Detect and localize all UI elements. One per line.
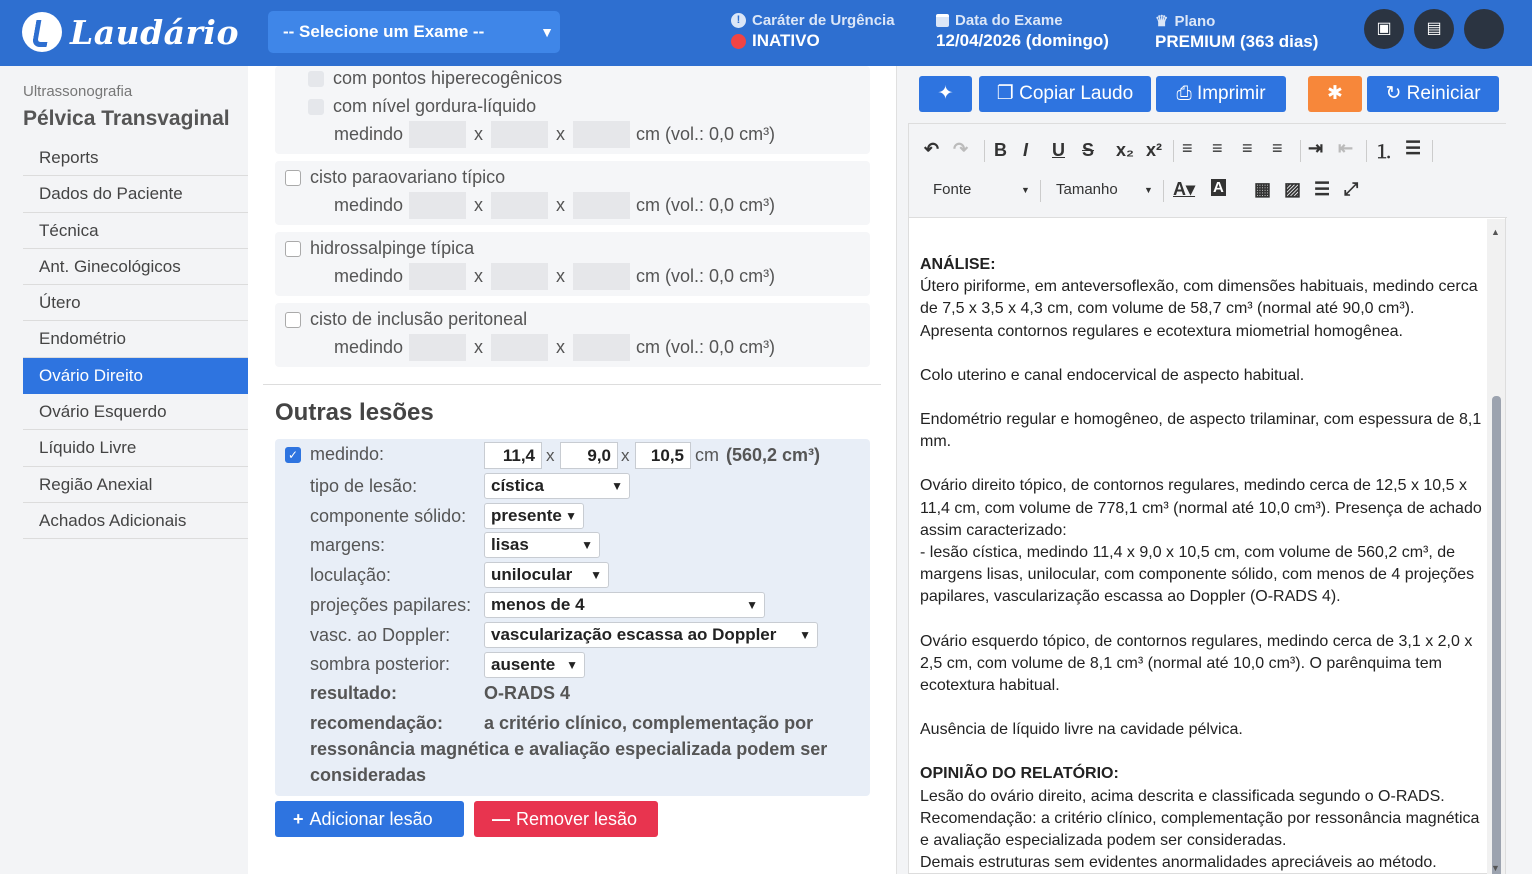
projecoes-select[interactable]	[484, 592, 765, 618]
plan-value: PREMIUM (363 dias)	[1155, 32, 1319, 51]
measure-label: medindo	[334, 195, 404, 215]
vasc-label: vasc. ao Doppler:	[310, 625, 451, 645]
bullet-list-icon[interactable]: ☰	[1405, 138, 1422, 158]
copy-icon: ❐	[996, 83, 1020, 104]
measure-row	[334, 192, 775, 219]
recomendacao-line-1: a critério clínico, complementação por	[484, 713, 814, 733]
magic-wand-icon: ✦	[937, 83, 954, 104]
magic-wand-button[interactable]	[919, 76, 972, 112]
calendar-icon	[936, 14, 949, 27]
report-opinion-2: Recomendação: a critério clínico, complementação por ressonância magnética e avaliação especializada podem ser consideradas.	[920, 809, 1480, 850]
lesion-dim-3-input[interactable]: 10,5	[635, 442, 691, 469]
chevron-down-icon: ▼	[590, 568, 602, 582]
measure-label: medindo	[334, 337, 404, 357]
report-content[interactable]	[920, 254, 1485, 874]
restart-label: Reiniciar	[1406, 83, 1481, 104]
measure-row	[334, 121, 775, 148]
checkbox[interactable]	[308, 99, 324, 115]
plan-label: Plano	[1174, 12, 1216, 30]
urgency-label: Caráter de Urgência	[752, 12, 895, 29]
measure-input[interactable]	[573, 263, 630, 290]
componente-select[interactable]	[484, 503, 584, 529]
chevron-down-icon: ▼	[565, 509, 577, 523]
checkbox[interactable]	[285, 241, 301, 257]
exam-select-label: -- Selecione um Exame --	[283, 22, 485, 41]
chevron-down-icon: ▼	[746, 598, 758, 612]
lesion-dim-1-input[interactable]: 11,4	[484, 442, 542, 469]
sidebar-item-dados-paciente[interactable]: Dados do Paciente	[23, 176, 248, 212]
indent-icon[interactable]: ⇥	[1308, 138, 1324, 158]
report-paragraph-ovario-direito: Ovário direito tópico, de contornos regulares, medindo cerca de 12,5 x 10,5 x 11,4 cm, com volume de 778,1 cm³ (normal até 10,0 cm³). Presença de achado assim caracterizado:	[920, 477, 1482, 539]
times-sign: x	[556, 195, 566, 215]
app-logo[interactable]	[22, 12, 239, 52]
toolbar-divider	[1366, 140, 1367, 162]
toolbar-divider	[1432, 140, 1433, 162]
option-cisto-paraovariano[interactable]	[285, 167, 505, 188]
toolbar-divider	[1173, 140, 1174, 162]
chevron-down-icon: ▼	[566, 658, 578, 672]
bug-report-button[interactable]	[1308, 76, 1362, 112]
report-paragraph-utero: Útero piriforme, em anteversoflexão, com dimensões habituais, medindo cerca de 7,5 x 3,5 x 4,3 cm, com volume de 58,7 cm³ (normal até 90,0 cm³). Apresenta contornos regulares e ecotextura miometrial homogênea.	[920, 278, 1478, 340]
sidebar-item-endometrio[interactable]: Endométrio	[23, 321, 248, 357]
report-opinion-3: Demais estruturas sem evidentes anormalidades apreciáveis ao método.	[920, 854, 1437, 872]
bold-icon[interactable]: B	[994, 140, 1007, 160]
volume-label: cm (vol.: 0,0 cm³)	[636, 337, 776, 357]
vasc-select[interactable]	[484, 622, 818, 648]
chevron-down-icon: ▼	[611, 479, 623, 493]
chevron-down-icon: ▼	[581, 538, 593, 552]
report-paragraph-endometrio: Endométrio regular e homogêneo, de aspecto trilaminar, com espessura de 8,1 mm.	[920, 411, 1482, 451]
times-sign: x	[474, 337, 484, 357]
measure-input[interactable]	[409, 121, 466, 148]
lesion-dim-2-input[interactable]: 9,0	[560, 442, 618, 469]
option-label: cisto paraovariano típico	[310, 167, 506, 187]
measure-input[interactable]	[573, 121, 630, 148]
sombra-select[interactable]	[484, 652, 585, 678]
report-panel	[896, 66, 1532, 874]
minus-icon: —	[492, 809, 510, 829]
report-scrollbar[interactable]	[1487, 219, 1505, 874]
top-header	[0, 0, 1532, 66]
urgency-value: INATIVO	[752, 31, 820, 50]
section-divider	[263, 384, 881, 385]
sidebar	[0, 66, 248, 874]
image-icon[interactable]: ▨	[1284, 179, 1302, 199]
recomendacao-line-3: consideradas	[310, 765, 427, 785]
times-sign: x	[556, 124, 566, 144]
align-center-icon[interactable]: ≡	[1212, 138, 1223, 158]
recomendacao-line-2: ressonância magnética e avaliação especializada podem ser	[310, 739, 828, 759]
report-paragraph-liquido: Ausência de líquido livre na cavidade pélvica.	[920, 721, 1243, 739]
strikethrough-icon[interactable]: S	[1082, 140, 1095, 160]
vasc-value: vascularização escassa ao Doppler	[491, 625, 777, 644]
report-paragraph-ovario-esquerdo: Ovário esquerdo tópico, de contornos regulares, medindo cerca de 3,1 x 2,0 x 2,5 cm, com volume de 8,1 cm³ (normal até 10,0 cm³). O parênquima tem ecotextura habitual.	[920, 632, 1473, 695]
chevron-down-icon: ▼	[1021, 185, 1030, 195]
option-cisto-inclusao[interactable]	[285, 309, 527, 330]
sidebar-item-utero[interactable]: Útero	[23, 285, 248, 321]
sidebar-item-ant-ginecologicos[interactable]: Ant. Ginecológicos	[23, 249, 248, 285]
option-label: cisto de inclusão peritoneal	[310, 309, 528, 329]
crown-icon: ♛	[1155, 13, 1169, 30]
align-left-icon[interactable]: ≡	[1182, 138, 1193, 158]
sidebar-item-regiao-anexial[interactable]: Região Anexial	[23, 467, 248, 503]
printer-icon: ⎙	[1176, 83, 1197, 104]
date-value: 12/04/2026 (domingo)	[936, 31, 1109, 50]
sidebar-item-reports[interactable]: Reports	[23, 140, 248, 176]
fullscreen-icon[interactable]: ⤢	[1344, 179, 1359, 199]
logo-text: Laudário	[70, 12, 239, 52]
monitor-icon: ▣	[1376, 20, 1392, 37]
projecoes-label: projeções papilares:	[310, 595, 472, 615]
section-title-outras-lesoes: Outras lesões	[275, 399, 434, 426]
lesion-measure-label: medindo:	[310, 444, 385, 464]
option-label: com nível gordura-líquido	[333, 96, 537, 116]
measure-input[interactable]	[491, 263, 548, 290]
opiniao-title: OPINIÃO DO RELATÓRIO:	[920, 765, 1119, 783]
option-hidrossalpinge[interactable]	[285, 238, 474, 259]
logo-icon	[22, 12, 62, 52]
measure-row	[334, 334, 775, 361]
editor-toolbar	[909, 124, 1507, 218]
superscript-icon[interactable]: x²	[1146, 140, 1163, 160]
sidebar-item-tecnica[interactable]: Técnica	[23, 213, 248, 249]
page-title: Pélvica Transvaginal	[23, 107, 230, 130]
info-icon: !	[731, 13, 746, 28]
breadcrumb: Ultrassonografia	[23, 83, 133, 100]
sidebar-item-ovario-esquerdo[interactable]: Ovário Esquerdo	[23, 394, 248, 430]
align-justify-icon[interactable]: ≡	[1272, 138, 1283, 158]
option-label: com pontos hiperecogênicos	[333, 68, 563, 88]
font-size-dropdown[interactable]	[1056, 181, 1153, 198]
chevron-down-icon: ▼	[799, 628, 811, 642]
sombra-value: ausente	[491, 655, 556, 674]
recomendacao-label: recomendação:	[310, 713, 444, 733]
measure-input[interactable]	[409, 334, 466, 361]
option-pontos[interactable]	[308, 68, 562, 89]
ticket-button[interactable]	[1414, 9, 1454, 49]
underline-icon[interactable]: U	[1052, 140, 1065, 160]
times-sign: x	[546, 446, 555, 465]
times-sign: x	[474, 266, 484, 286]
measure-label: medindo	[334, 124, 404, 144]
sombra-label: sombra posterior:	[310, 654, 451, 674]
copy-label: Copiar Laudo	[1019, 83, 1134, 104]
print-button[interactable]	[1156, 76, 1286, 112]
measure-input[interactable]	[409, 263, 466, 290]
numbered-list-icon[interactable]: ⒈	[1375, 142, 1393, 162]
volume-label: cm (vol.: 0,0 cm³)	[636, 266, 776, 286]
option-gordura[interactable]	[308, 96, 536, 117]
italic-icon[interactable]: I	[1023, 140, 1029, 160]
monitor-button[interactable]	[1364, 9, 1404, 49]
scroll-down-icon[interactable]: ▼	[1491, 863, 1500, 873]
toolbar-divider	[1300, 140, 1301, 162]
sidebar-item-liquido-livre[interactable]: Líquido Livre	[23, 430, 248, 466]
checkbox[interactable]	[308, 71, 324, 87]
print-label: Imprimir	[1196, 83, 1266, 104]
volume-label: cm (vol.: 0,0 cm³)	[636, 124, 776, 144]
tipo-label: tipo de lesão:	[310, 476, 418, 496]
measure-input[interactable]	[409, 192, 466, 219]
copy-report-button[interactable]	[979, 76, 1151, 112]
plan-info	[1155, 12, 1318, 52]
font-label: Fonte	[933, 181, 972, 198]
exam-date-info	[936, 12, 1109, 51]
add-lesion-label: Adicionar lesão	[309, 809, 433, 829]
remove-lesion-label: Remover lesão	[516, 809, 638, 829]
subscript-icon[interactable]: x₂	[1116, 140, 1135, 160]
size-label: Tamanho	[1056, 181, 1118, 198]
report-opinion-1: Lesão do ovário direito, acima descrita e classificada segundo o O-RADS.	[920, 787, 1445, 805]
outdent-icon[interactable]: ⇤	[1338, 138, 1354, 158]
toolbar-divider	[1163, 180, 1164, 202]
times-sign: x	[621, 446, 630, 465]
exam-select[interactable]	[268, 11, 560, 53]
plus-icon: +	[293, 809, 304, 829]
tipo-select[interactable]	[484, 473, 630, 499]
loculacao-select[interactable]	[484, 562, 609, 588]
measure-input[interactable]	[573, 192, 630, 219]
volume-label: cm (vol.: 0,0 cm³)	[636, 195, 776, 215]
checkbox[interactable]	[285, 170, 301, 186]
option-label: hidrossalpinge típica	[310, 238, 475, 258]
componente-label: componente sólido:	[310, 506, 467, 526]
measure-row	[334, 263, 775, 290]
times-sign: x	[474, 124, 484, 144]
checkbox-checked[interactable]: ✓	[285, 447, 301, 463]
remove-lesion-button[interactable]	[474, 801, 658, 837]
date-label: Data do Exame	[955, 12, 1063, 29]
analise-title: ANÁLISE:	[920, 256, 996, 273]
avatar[interactable]	[1464, 9, 1504, 49]
refresh-icon: ↻	[1385, 83, 1407, 104]
projecoes-value: menos de 4	[491, 595, 585, 614]
margens-value: lisas	[491, 535, 529, 554]
margens-select[interactable]	[484, 532, 600, 558]
sidebar-item-achados-adicionais[interactable]: Achados Adicionais	[23, 503, 248, 539]
report-editor[interactable]	[908, 123, 1506, 874]
loculacao-value: unilocular	[491, 565, 573, 584]
scroll-up-icon[interactable]: ▲	[1491, 227, 1500, 237]
table-icon[interactable]: ▦	[1254, 179, 1272, 199]
toolbar-divider	[1040, 180, 1041, 202]
lesion-measure-row	[285, 444, 384, 465]
ticket-icon: ▤	[1426, 20, 1442, 37]
sidebar-item-ovario-direito[interactable]: Ovário Direito	[23, 358, 248, 394]
resultado-label: resultado:	[310, 683, 398, 703]
lesion-unit: cm	[695, 445, 719, 465]
chevron-down-icon: ▼	[1144, 185, 1153, 195]
margens-label: margens:	[310, 535, 386, 555]
align-right-icon[interactable]: ≡	[1242, 138, 1253, 158]
undo-icon[interactable]: ↶	[924, 139, 940, 159]
chevron-down-icon: ▼	[540, 24, 554, 40]
status-dot-icon	[731, 34, 746, 49]
times-sign: x	[474, 195, 484, 215]
scrollbar-thumb[interactable]	[1492, 396, 1501, 874]
redo-icon[interactable]: ↷	[953, 139, 969, 159]
componente-value: presente	[491, 506, 562, 525]
bug-icon: ✱	[1327, 83, 1343, 104]
sidebar-nav	[23, 140, 248, 539]
highlight-color-icon[interactable]: A	[1213, 179, 1224, 196]
loculacao-label: loculação:	[310, 565, 392, 585]
form-panel	[248, 66, 896, 874]
measure-input[interactable]	[491, 121, 548, 148]
text-color-icon[interactable]: A▾	[1173, 179, 1196, 199]
resultado-value: O-RADS 4	[484, 683, 571, 703]
horizontal-rule-icon[interactable]: ☰	[1314, 179, 1331, 199]
measure-input[interactable]	[491, 334, 548, 361]
font-family-dropdown[interactable]	[933, 181, 1030, 198]
report-paragraph-lesao: - lesão cística, medindo 11,4 x 9,0 x 10,5 cm, com volume de 560,2 cm³, de margens lisas, unilocular, com componente sólido, com menos de 4 projeções papilares, vascularização escassa ao Doppler (O-RADS 4).	[920, 544, 1475, 606]
times-sign: x	[556, 337, 566, 357]
report-paragraph-colo: Colo uterino e canal endocervical de aspecto habitual.	[920, 366, 1305, 384]
restart-button[interactable]	[1367, 76, 1499, 112]
lesion-volume: (560,2 cm³)	[726, 445, 821, 465]
measure-input[interactable]	[491, 192, 548, 219]
urgency-info	[731, 12, 895, 51]
tipo-value: cística	[491, 476, 544, 495]
times-sign: x	[556, 266, 566, 286]
checkbox[interactable]	[285, 312, 301, 328]
add-lesion-button[interactable]	[275, 801, 464, 837]
measure-label: medindo	[334, 266, 404, 286]
toolbar-divider	[984, 140, 985, 162]
measure-input[interactable]	[573, 334, 630, 361]
